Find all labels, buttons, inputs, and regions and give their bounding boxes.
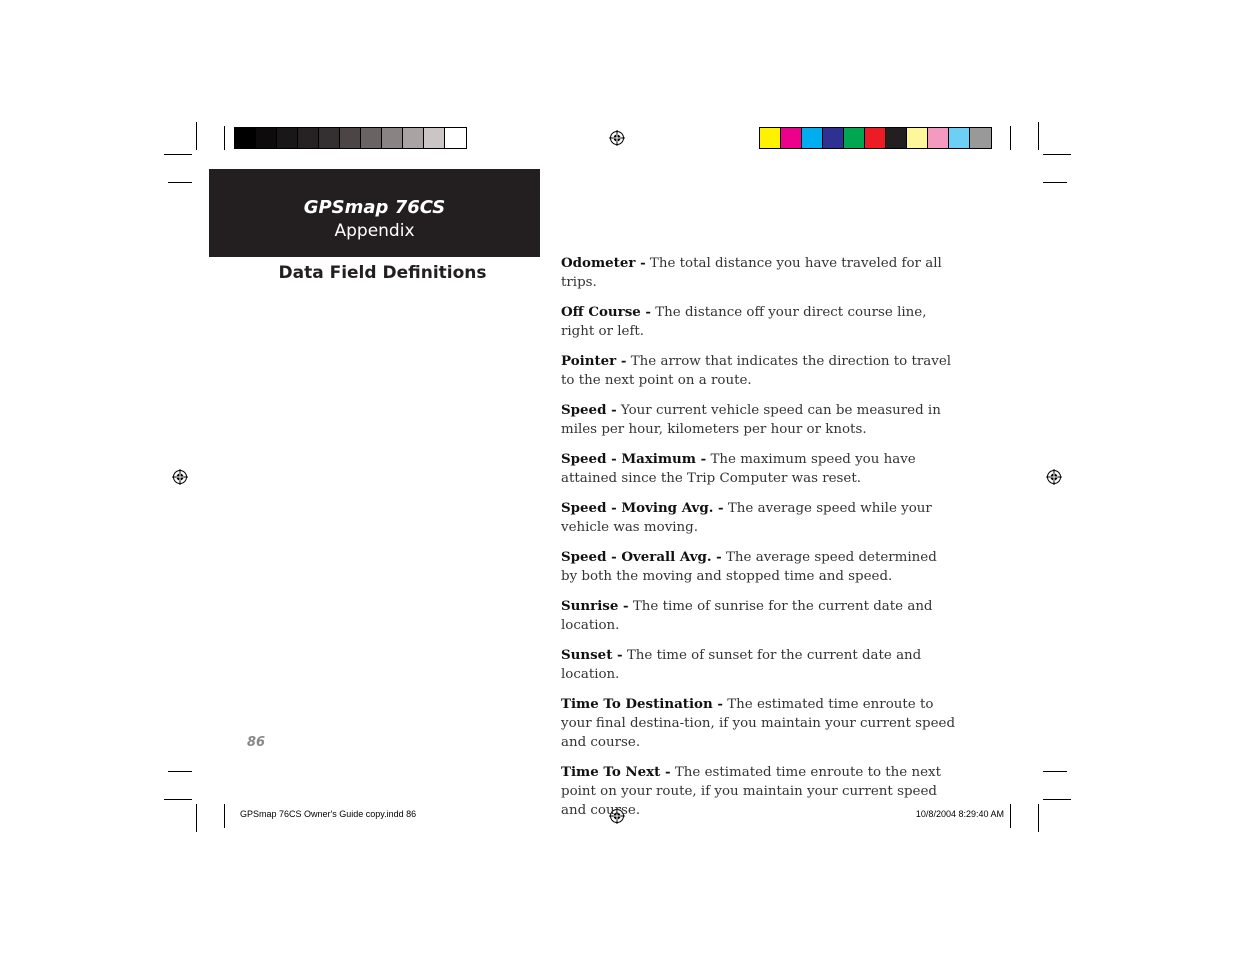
gray-swatch (382, 128, 403, 148)
gray-swatch (424, 128, 445, 148)
definition-item (561, 646, 957, 684)
chapter-header (209, 169, 540, 257)
color-swatch (886, 128, 907, 148)
slug-filename: GPSmap 76CS Owner's Guide copy.indd 86 (240, 809, 417, 819)
definition-text: The time of sunrise for the current date and location. (561, 599, 933, 633)
definition-item (561, 597, 957, 635)
color-swatch (844, 128, 865, 148)
gray-swatch (340, 128, 361, 148)
definition-item (561, 499, 957, 537)
definition-item (561, 401, 957, 439)
process-color-bar (759, 127, 992, 149)
color-swatch (865, 128, 886, 148)
definition-item (561, 254, 957, 292)
definition-term: Odometer - (561, 255, 646, 271)
gray-swatch (235, 128, 256, 148)
section-heading: Data Field Definitions (278, 263, 487, 283)
gray-swatch (298, 128, 319, 148)
gray-swatch (256, 128, 277, 148)
definition-term: Speed - Moving Avg. - (561, 500, 724, 516)
color-swatch (970, 128, 991, 148)
definition-text: The time of sunset for the current date and location. (561, 648, 922, 682)
definition-item (561, 763, 957, 820)
definition-term: Time To Next - (561, 764, 671, 780)
product-name: GPSmap 76CS (303, 197, 446, 218)
definition-item (561, 450, 957, 488)
definition-text: The estimated time enroute to your final destina-tion, if you maintain your current speed and course. (561, 697, 956, 750)
definition-text: The maximum speed you have attained since the Trip Computer was reset. (561, 452, 916, 486)
slug-timestamp: 10/8/2004 8:29:40 AM (915, 809, 1004, 819)
definition-text: Your current vehicle speed can be measured in miles per hour, kilometers per hour or knots. (561, 403, 941, 437)
color-swatch (823, 128, 844, 148)
definition-term: Off Course - (561, 304, 651, 320)
definition-item (561, 548, 957, 586)
definition-term: Time To Destination - (561, 696, 723, 712)
definition-term: Sunset - (561, 647, 623, 663)
definition-text: The arrow that indicates the direction to travel to the next point on a route. (561, 354, 952, 388)
definition-item (561, 695, 957, 752)
color-swatch (928, 128, 949, 148)
definition-text: The average speed while your vehicle was moving. (561, 501, 932, 535)
definition-term: Speed - Overall Avg. - (561, 549, 722, 565)
chapter-title: Appendix (334, 221, 415, 241)
registration-mark-icon (1046, 469, 1062, 485)
definition-text: The total distance you have traveled for all trips. (561, 256, 942, 290)
definition-text: The average speed determined by both the moving and stopped time and speed. (561, 550, 937, 584)
definition-item (561, 303, 957, 341)
gray-swatch (403, 128, 424, 148)
definition-term: Speed - Maximum - (561, 451, 707, 467)
definition-text: The distance off your direct course line, right or left. (561, 305, 927, 339)
color-swatch (781, 128, 802, 148)
gray-swatch (319, 128, 340, 148)
gray-swatch (361, 128, 382, 148)
definition-term: Pointer - (561, 353, 627, 369)
definition-text: The estimated time enroute to the next point on your route, if you maintain your current speed and course. (561, 765, 941, 818)
definition-list (561, 254, 957, 831)
gray-swatch (277, 128, 298, 148)
page-number: 86 (247, 735, 266, 750)
gray-swatch (445, 128, 466, 148)
grayscale-color-bar (234, 127, 467, 149)
definition-item (561, 352, 957, 390)
color-swatch (907, 128, 928, 148)
registration-mark-icon (609, 130, 625, 146)
color-swatch (760, 128, 781, 148)
color-swatch (802, 128, 823, 148)
definition-term: Sunrise - (561, 598, 629, 614)
definition-term: Speed - (561, 402, 617, 418)
registration-mark-icon (172, 469, 188, 485)
color-swatch (949, 128, 970, 148)
